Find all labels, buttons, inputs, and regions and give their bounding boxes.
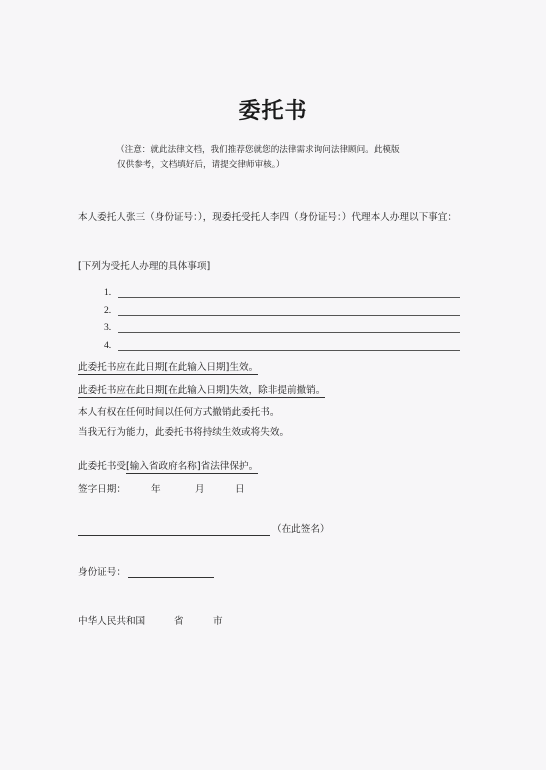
sign-date-month: 月 [195, 484, 205, 495]
sign-date-day: 日 [235, 484, 245, 495]
city-label: 市 [213, 616, 223, 627]
matter-blank-line [118, 285, 460, 298]
expiry-clause: 此委托书应在此日期[在此输入日期]失效，除非提前撤销。 [78, 385, 326, 396]
governing-law-clause [78, 459, 258, 475]
signature-line[interactable] [78, 535, 270, 536]
incapacity-clause: 当我无行为能力，此委托书将持续生效或将失效。 [78, 427, 290, 438]
sign-date-year: 年 [151, 484, 161, 495]
effective-clause-row [78, 360, 258, 376]
effective-clause: 此委托书应在此日期[在此输入日期]生效。 [78, 362, 259, 373]
id-number-line[interactable] [128, 577, 214, 578]
matters-list [104, 281, 460, 351]
id-number-label: 身份证号： [78, 567, 126, 578]
legal-note-line-1: （注意：就此法律文档，我们推荐您就您的法律需求询问法律顾问。此模版 [116, 145, 400, 155]
matter-blank-line [118, 303, 460, 316]
governing-law-prefix: 此委托书受 [78, 461, 126, 472]
matter-number: 1. [104, 287, 112, 299]
matter-item-2[interactable] [104, 298, 460, 315]
revoke-clause: 本人有权在任何时间以任何方式撤销此委托书。 [78, 407, 280, 418]
legal-note-line-2: 仅供参考，文档填好后，请提交律师审核。） [117, 160, 285, 170]
matter-number: 4. [104, 339, 112, 351]
matter-item-4[interactable] [104, 333, 460, 350]
expiry-clause-row [78, 383, 325, 399]
governing-law-province: [输入省政府名称]省法律保护。 [125, 461, 259, 472]
matter-blank-line [118, 320, 460, 333]
matter-number: 2. [104, 304, 112, 316]
sign-here-label: （在此签名） [272, 524, 330, 535]
matter-item-3[interactable] [104, 316, 460, 333]
legal-note [116, 143, 446, 173]
province-label: 省 [174, 616, 184, 627]
matter-blank-line [118, 338, 460, 351]
intro-paragraph: 本人委托人张三（身份证号：），现委托受托人李四（身份证号：）代理本人办理以下事宜： [78, 212, 457, 223]
sign-date-label: 签字日期： [78, 484, 126, 495]
matter-item-1[interactable] [104, 281, 460, 298]
matter-number: 3. [104, 322, 112, 334]
document-title: 委托书 [238, 99, 308, 124]
country-label: 中华人民共和国 [78, 616, 146, 627]
matters-heading: [下列为受托人办理的具体事项] [78, 261, 211, 272]
